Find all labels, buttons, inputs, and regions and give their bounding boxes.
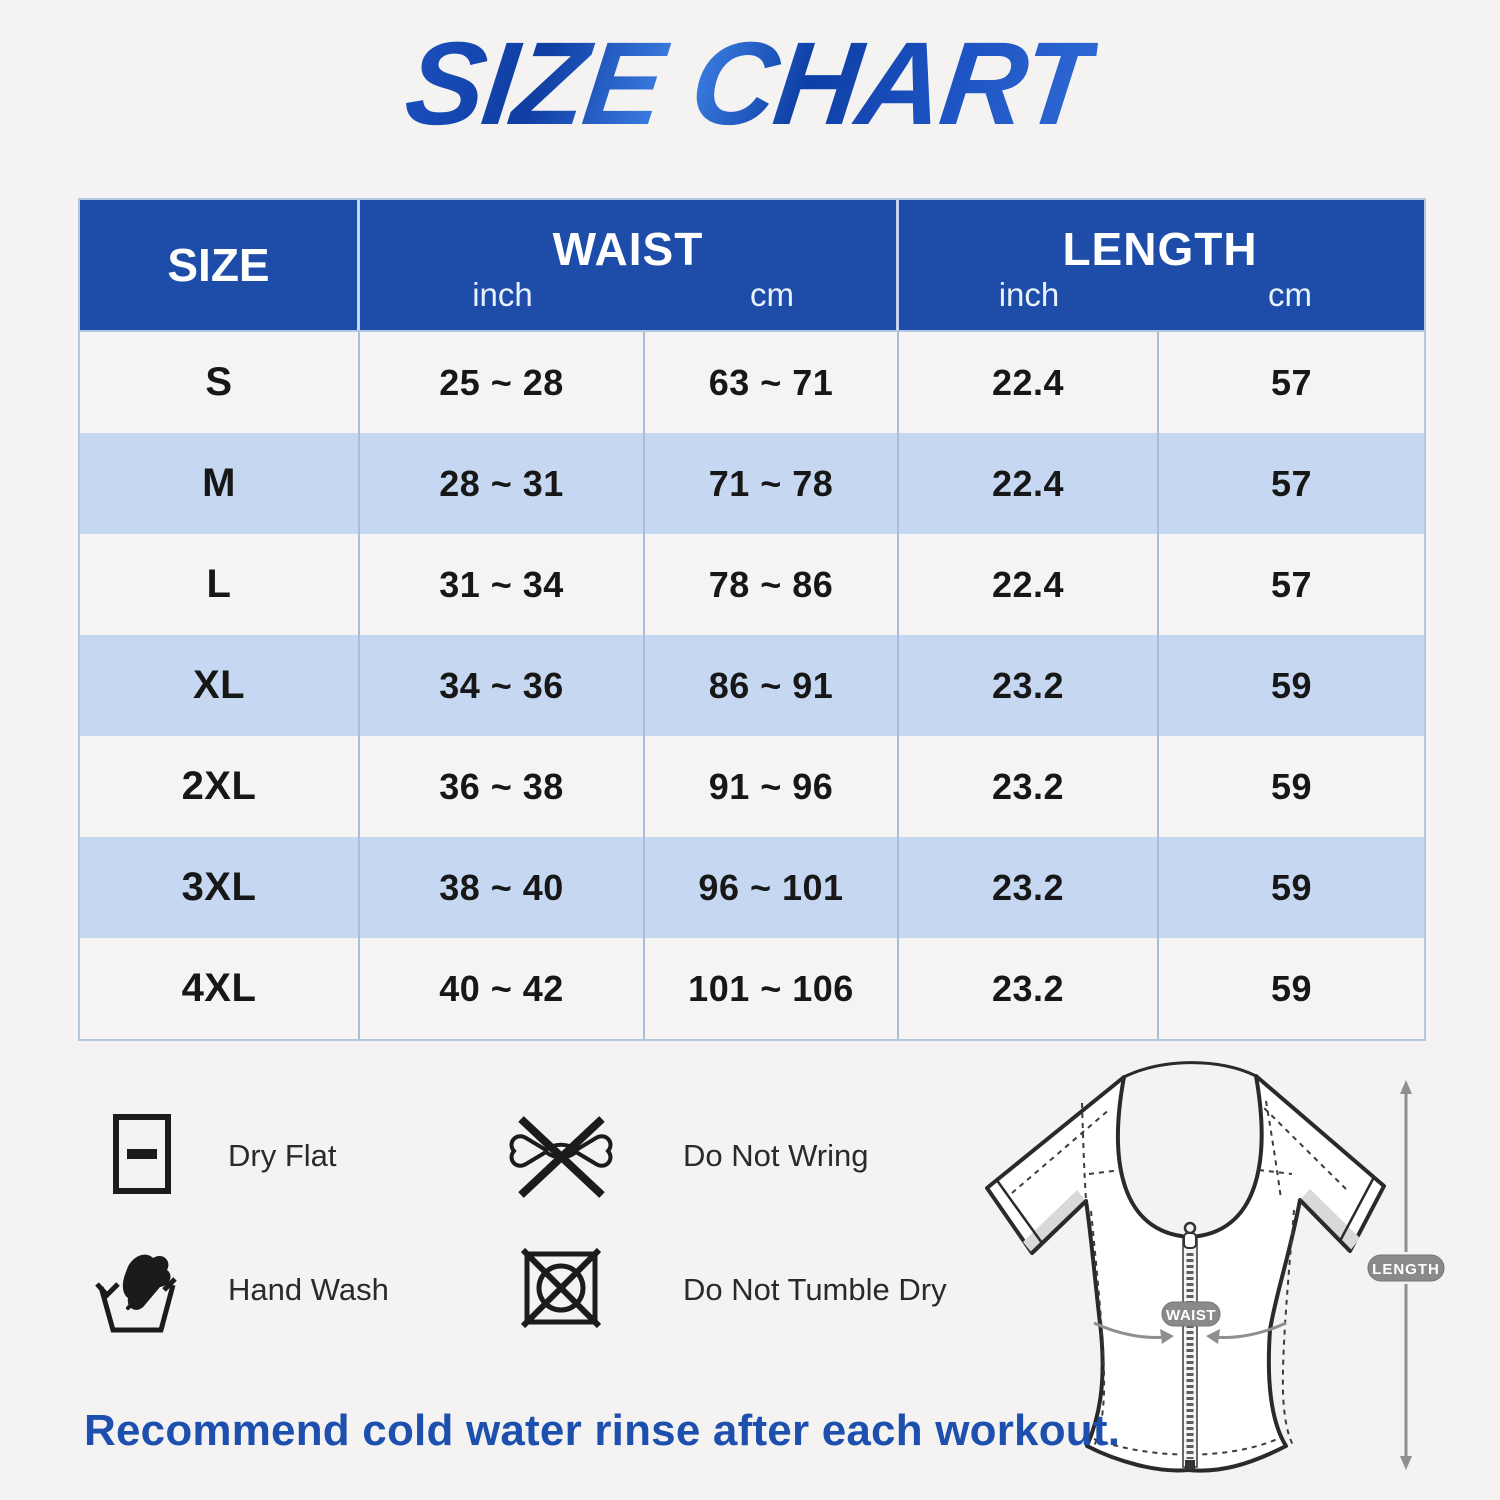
table-row [80,332,1424,433]
header-waist: WAIST [552,223,704,275]
cell-waist-inch: 40 ~ 42 [360,938,645,1039]
length-measure [1368,1080,1444,1470]
cell-waist-cm: 63 ~ 71 [645,332,899,433]
header-length: LENGTH [1062,223,1258,275]
cell-size: 2XL [80,736,360,837]
cell-waist-cm: 91 ~ 96 [645,736,899,837]
cell-length-cm: 57 [1270,462,1313,504]
cell-size: XL [80,635,360,736]
table-row [80,938,1424,1039]
zipper [1183,1223,1197,1470]
table-row [80,635,1424,736]
header-length-inch: inch [998,276,1060,313]
table-header-row [80,200,1424,332]
cell-length-inch: 22.4 [899,534,1159,635]
waist-badge-label: WAIST [1166,1307,1216,1324]
cell-length-inch: 23.2 [899,938,1159,1039]
care-label: Do Not Wring [683,1138,869,1173]
cell-size: 3XL [80,837,360,938]
cell-waist-inch: 36 ~ 38 [360,736,645,837]
cell-length-cm: 59 [1270,967,1313,1009]
dry-flat-icon [96,1112,186,1202]
cell-waist-cm: 96 ~ 101 [645,837,899,938]
cell-waist-inch: 28 ~ 31 [360,433,645,534]
header-length-cm: cm [1268,276,1312,313]
cell-waist-inch: 34 ~ 36 [360,635,645,736]
table-row [80,837,1424,938]
cell-size: 4XL [80,938,360,1039]
cell-length-inch: 23.2 [899,635,1159,736]
cell-length-inch: 22.4 [899,433,1159,534]
care-label: Dry Flat [228,1138,337,1173]
page-title: SIZE CHART [398,18,1102,150]
cell-waist-cm: 86 ~ 91 [645,635,899,736]
cell-waist-cm: 71 ~ 78 [645,433,899,534]
cell-size: L [80,534,360,635]
cell-size: S [80,332,360,433]
page-title-wrap [0,18,1500,150]
cell-length-inch: 22.4 [899,332,1159,433]
header-waist-cm: cm [750,276,794,313]
cell-length-cm: 59 [1270,765,1313,807]
header-length-group [899,200,1421,330]
header-size: SIZE [80,200,360,330]
care-note: Recommend cold water rinse after each workout. [84,1406,1121,1455]
cell-waist-cm: 78 ~ 86 [645,534,899,635]
cell-length-cm: 59 [1270,866,1313,908]
cell-waist-inch: 31 ~ 34 [360,534,645,635]
do-not-wring-icon [505,1112,617,1202]
cell-waist-inch: 38 ~ 40 [360,837,645,938]
length-badge-label: LENGTH [1372,1261,1440,1278]
table-row [80,433,1424,534]
cell-length-cm: 59 [1270,664,1313,706]
table-row [80,736,1424,837]
table-row [80,534,1424,635]
cell-length-inch: 23.2 [899,837,1159,938]
back-collar-line [1124,1063,1256,1077]
cell-length-cm: 57 [1270,361,1313,403]
cell-waist-inch: 25 ~ 28 [360,332,645,433]
cell-length-inch: 23.2 [899,736,1159,837]
header-waist-group [360,200,899,330]
hand-wash-icon [92,1242,184,1334]
cell-size: M [80,433,360,534]
cell-length-cm: 57 [1270,563,1313,605]
header-waist-inch: inch [472,276,533,313]
cell-waist-cm: 101 ~ 106 [645,938,899,1039]
do-not-tumble-dry-icon [516,1243,606,1333]
size-table [78,198,1426,1041]
care-label: Hand Wash [228,1272,389,1307]
care-label: Do Not Tumble Dry [683,1272,947,1307]
